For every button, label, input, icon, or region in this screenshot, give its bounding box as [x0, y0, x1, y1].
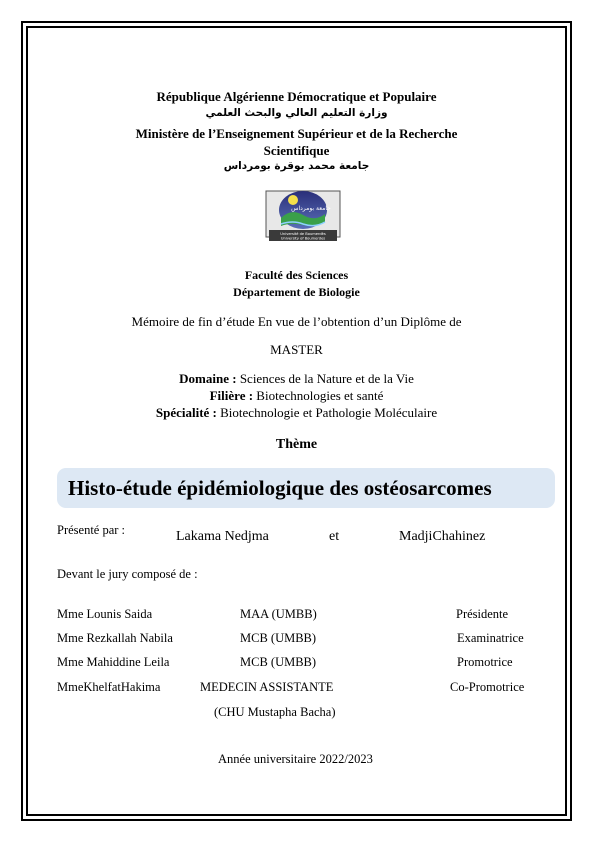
logo-caption-1: Université de Boumerdès — [280, 232, 326, 236]
jury-member-grade: MAA (UMBB) — [240, 607, 317, 621]
ministry-arabic: وزارة التعليم العالي والبحث العلمي — [205, 107, 388, 119]
degree-name: MASTER — [270, 342, 323, 357]
jury-member-grade: MCB (UMBB) — [240, 631, 317, 645]
jury-member-grade: MEDECIN ASSISTANTE — [200, 680, 334, 694]
faculty-name: Faculté des Sciences — [244, 268, 349, 282]
jury-member-name: MmeKhelfatHakima — [57, 680, 161, 694]
theme-title: Histo-étude épidémiologique des ostéosarcomes — [68, 476, 492, 500]
filiere-line — [26, 388, 567, 404]
presented-label: Présenté par : — [57, 523, 126, 537]
jury-member-role: Présidente — [456, 607, 509, 621]
university-logo-emblem — [263, 188, 343, 244]
memoire-statement: Mémoire de fin d’étude En vue de l’obtention d’un Diplôme de — [131, 314, 462, 329]
jury-member-name: Mme Lounis Saida — [57, 607, 153, 621]
academic-year: Année universitaire 2022/2023 — [218, 752, 373, 766]
logo-emblem-text: جامعة بومرداس — [291, 205, 331, 212]
jury-member-grade: MCB (UMBB) — [240, 655, 317, 669]
republic-name: République Algérienne Démocratique et Populaire — [156, 89, 437, 104]
university-logo — [263, 188, 343, 244]
student-2: MadjiChahinez — [399, 529, 486, 544]
filiere-value: Biotechnologies et santé — [256, 388, 384, 403]
jury-intro: Devant le jury composé de : — [57, 567, 198, 581]
domaine-label: Domaine : — [179, 371, 237, 386]
jury-member-role: Promotrice — [457, 655, 513, 669]
jury-member-name: Mme Rezkallah Nabila — [57, 631, 173, 645]
domaine-value: Sciences de la Nature et de la Vie — [239, 371, 414, 386]
ministry-line-2: Scientifique — [263, 143, 330, 158]
student-1: Lakama Nedjma — [176, 529, 269, 544]
theme-label: Thème — [275, 437, 318, 452]
specialite-value: Biotechnologie et Pathologie Moléculaire — [220, 405, 438, 420]
ministry-line-1: Ministère de l’Enseignement Supérieur et de la Recherche — [135, 126, 458, 141]
jury-member-name: Mme Mahiddine Leila — [57, 655, 170, 669]
specialite-label: Spécialité : — [155, 405, 217, 420]
department-name: Département de Biologie — [233, 285, 360, 299]
domaine-line — [26, 371, 567, 387]
jury-member-role: Co-Promotrice — [450, 680, 525, 694]
filiere-label: Filière : — [209, 388, 254, 403]
logo-caption-2: University of Boumerdes — [280, 236, 326, 241]
jury-member-role: Examinatrice — [457, 631, 524, 645]
student-conjunction: et — [329, 529, 340, 544]
specialite-line — [26, 405, 567, 421]
jury-extra-affiliation: (CHU Mustapha Bacha) — [214, 705, 336, 719]
university-arabic: جامعة محمد بوقرة بومرداس — [223, 160, 370, 172]
